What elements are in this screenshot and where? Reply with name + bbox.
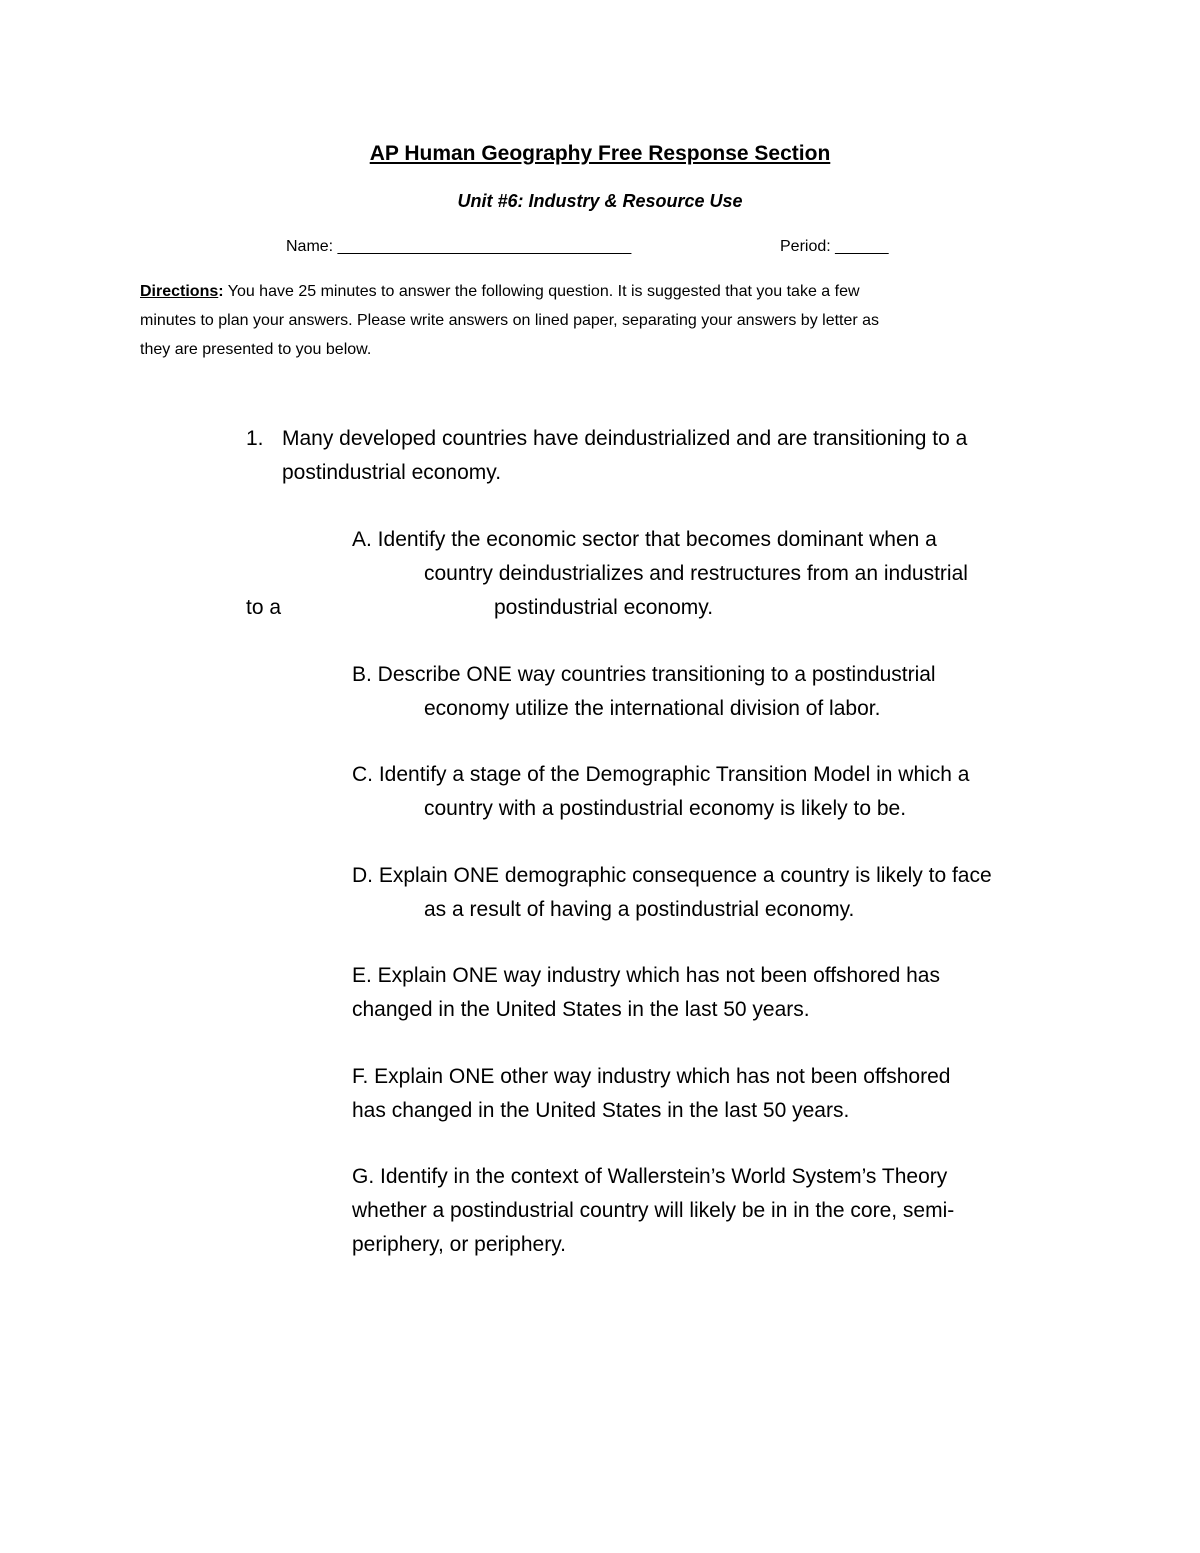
- part-b-line-1: B. Describe ONE way countries transitioning to a postindustrial: [352, 663, 936, 686]
- part-a-line-2: country deindustrializes and restructures from an industrial: [424, 562, 968, 585]
- part-b-line-2: economy utilize the international division of labor.: [424, 697, 881, 720]
- directions-line-2: minutes to plan your answers. Please write answers on lined paper, separating your answers by letter as: [140, 312, 880, 329]
- question-number: 1.: [246, 427, 264, 450]
- part-f-line-2: has changed in the United States in the last 50 years.: [352, 1099, 850, 1122]
- part-g-line-3: periphery, or periphery.: [352, 1233, 566, 1256]
- part-d-line-2: as a result of having a postindustrial economy.: [424, 898, 855, 921]
- part-g-line-1: G. Identify in the context of Wallerstein’s World System’s Theory: [352, 1165, 948, 1188]
- name-field-line: Name: _________________________________: [286, 238, 632, 255]
- part-a-line-3-left: to a: [246, 596, 282, 619]
- unit-subtitle: Unit #6: Industry & Resource Use: [457, 191, 743, 211]
- part-c-line-1: C. Identify a stage of the Demographic Transition Model in which a: [352, 763, 970, 786]
- part-a-line-1: A. Identify the economic sector that becomes dominant when a: [352, 528, 937, 551]
- part-e-line-2: changed in the United States in the last 50 years.: [352, 998, 810, 1021]
- part-a-line-3-right: postindustrial economy.: [494, 596, 714, 619]
- question-text-line-2: postindustrial economy.: [282, 461, 502, 484]
- part-d-line-1: D. Explain ONE demographic consequence a country is likely to face: [352, 864, 992, 887]
- part-g-line-2: whether a postindustrial country will likely be in in the core, semi-: [352, 1199, 955, 1222]
- directions-line-1: [140, 283, 860, 301]
- part-c-line-2: country with a postindustrial economy is likely to be.: [424, 797, 907, 820]
- page-title: AP Human Geography Free Response Section: [369, 142, 831, 165]
- period-field-line: Period: ______: [780, 238, 889, 255]
- directions-label: Directions: [140, 283, 219, 300]
- directions-text-1: You have 25 minutes to answer the following question. It is suggested that you take a few: [223, 283, 860, 300]
- question-text-line-1: Many developed countries have deindustrialized and are transitioning to a: [282, 427, 968, 450]
- directions-line-3: they are presented to you below.: [140, 341, 372, 358]
- directions-colon: :: [218, 283, 224, 300]
- part-f-line-1: F. Explain ONE other way industry which has not been offshored: [352, 1065, 951, 1088]
- part-e-line-1: E. Explain ONE way industry which has not been offshored has: [352, 964, 940, 987]
